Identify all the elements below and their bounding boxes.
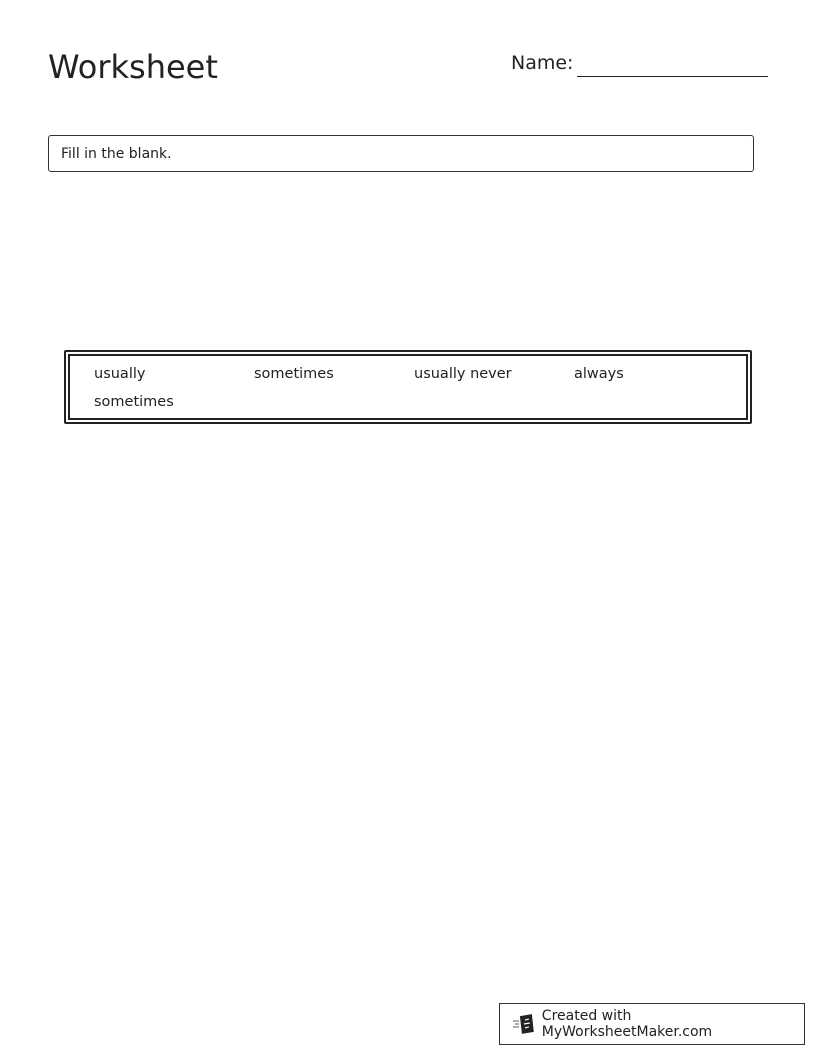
footer-text: Created with MyWorksheetMaker.com: [541, 1008, 713, 1040]
word-bank-item: always: [574, 366, 624, 382]
word-bank-item: sometimes: [94, 394, 174, 410]
word-bank: [64, 350, 752, 424]
worksheet-maker-logo-icon: [512, 1013, 536, 1035]
name-blank-line: [577, 76, 768, 77]
word-bank-item: usually: [94, 366, 146, 382]
page-title: Worksheet: [48, 48, 218, 86]
name-label: Name:: [511, 52, 574, 74]
instructions-box: [48, 135, 754, 172]
word-bank-item: sometimes: [254, 366, 334, 382]
instructions-text: Fill in the blank.: [61, 145, 172, 162]
word-bank-item: usually never: [414, 366, 512, 382]
footer-credit: [499, 1003, 805, 1045]
